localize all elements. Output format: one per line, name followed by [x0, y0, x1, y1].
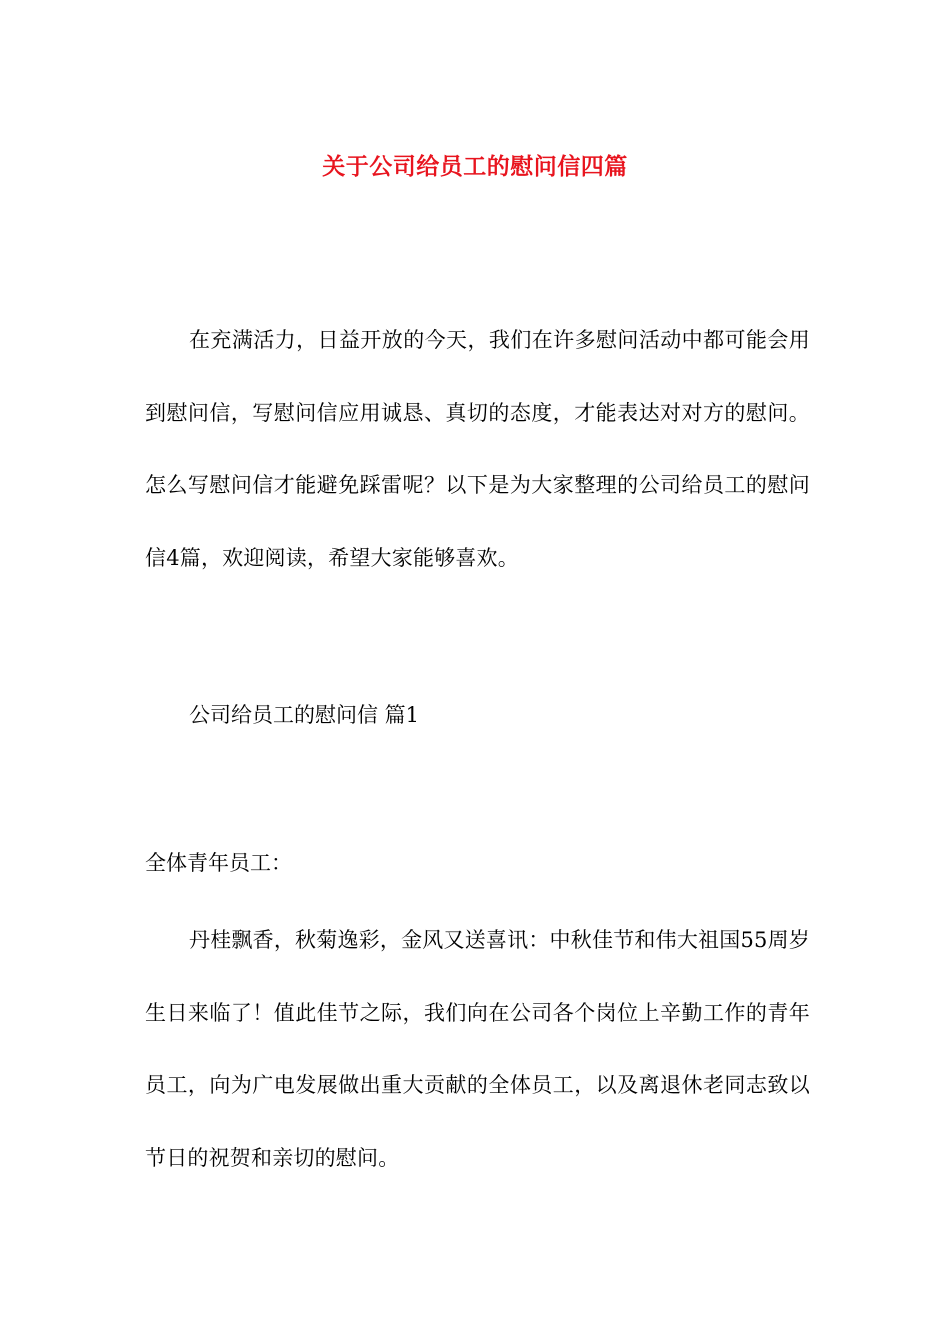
body-paragraph: 丹桂飘香，秋菊逸彩，金风又送喜讯：中秋佳节和伟大祖国55周岁生日来临了！值此佳节之际，我们向在公司各个岗位上辛勤工作的青年员工，向为广电发展做出重大贡献的全体员工，以及离退休老同志致以节日的祝贺和亲切的慰问。 [145, 928, 810, 1170]
salutation: 全体青年员工： [145, 851, 292, 875]
document-title: 关于公司给员工的慰问信四篇 [322, 154, 628, 181]
intro-paragraph: 在充满活力，日益开放的今天，我们在许多慰问活动中都可能会用到慰问信，写慰问信应用诚恳、真切的态度，才能表达对对方的慰问。怎么写慰问信才能避免踩雷呢？以下是为大家整理的公司给员工的慰问信4篇，欢迎阅读，希望大家能够喜欢。 [145, 328, 810, 570]
section-heading: 公司给员工的慰问信 篇1 [189, 703, 420, 727]
